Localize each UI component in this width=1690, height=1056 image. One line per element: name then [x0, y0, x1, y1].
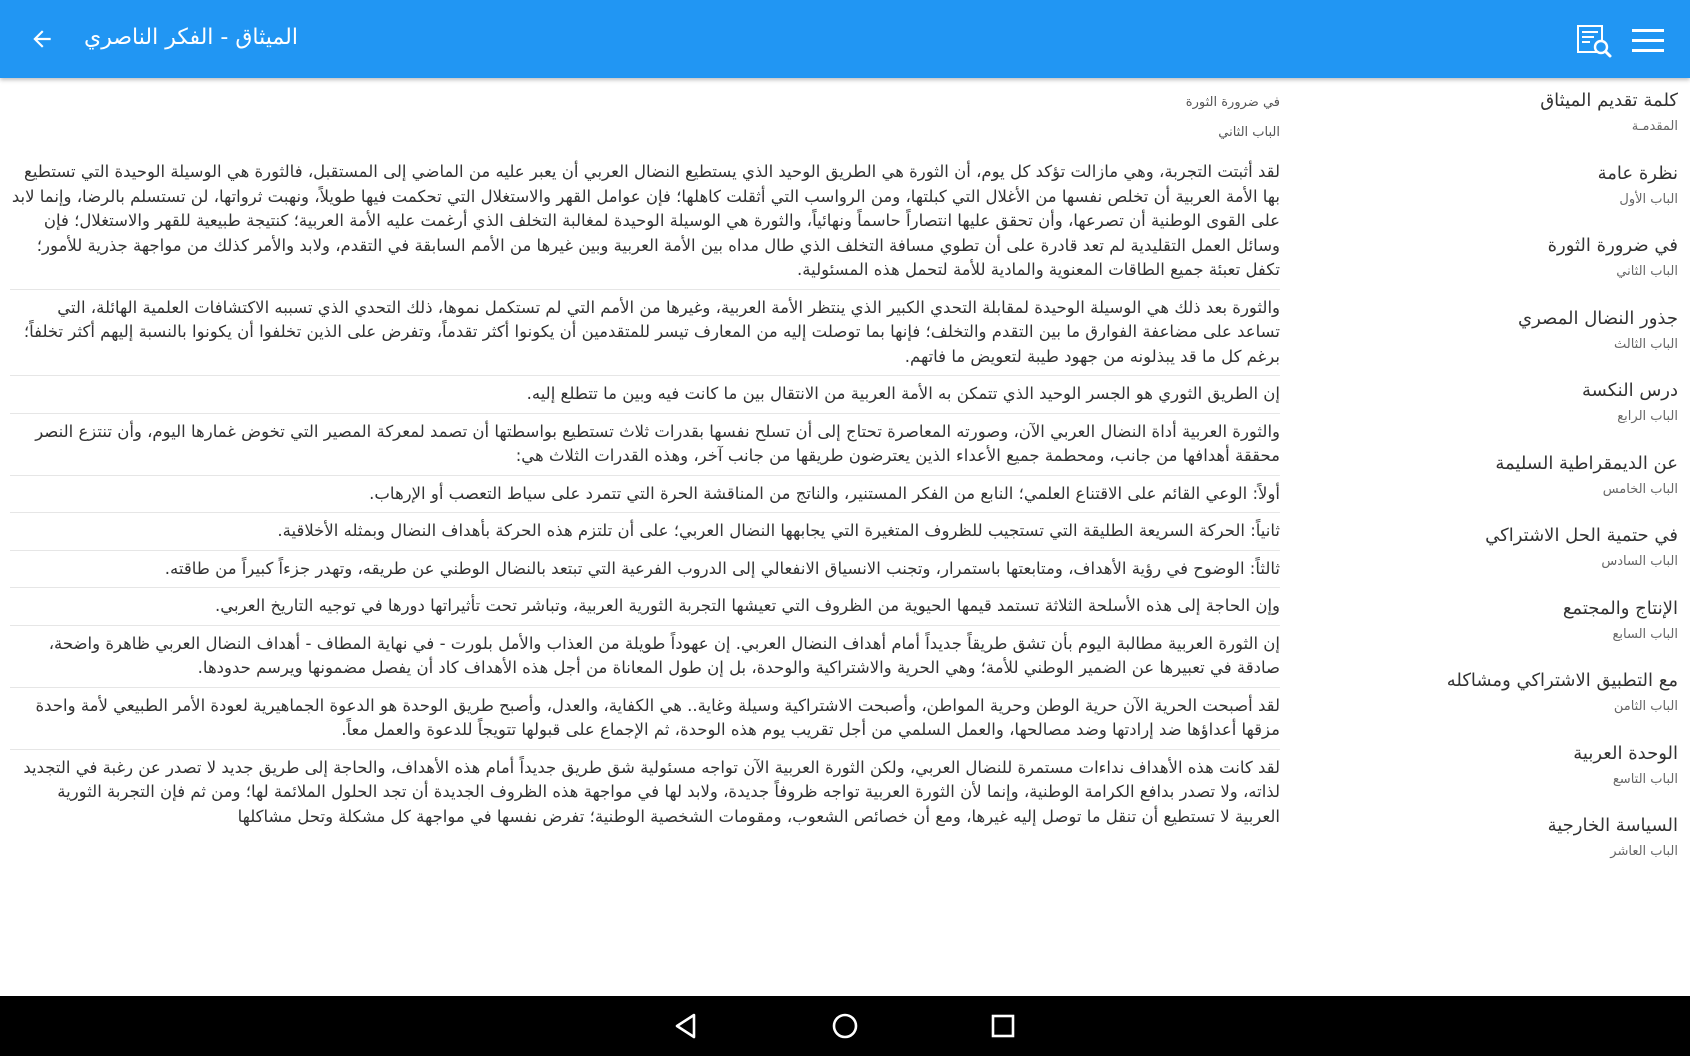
paragraph: ثالثاً: الوضوح في رؤية الأهداف، ومتابعتها باستمرار، وتجنب الانسياق الانفعالي إلى الدروب الفرعية التي تبتعد بالنضال الوطني عن طريقه، وتهدر جزءاً كبيراً من طاقته. — [10, 551, 1280, 589]
search-document-button[interactable] — [1574, 20, 1614, 60]
menu-button[interactable] — [1628, 20, 1668, 60]
app-title: الميثاق - الفكر الناصري — [84, 25, 298, 50]
toc-item-title: السياسة الخارجية — [1547, 815, 1678, 836]
paragraph: إن الثورة العربية مطالبة اليوم بأن تشق طريقاً جديداً أمام أهداف النضال العربي. إن عهوداً طويلة من العذاب والأمل بلورت - في نهاية المطاف - أهداف النضال العربي ظاهرة واضحة، صادقة في تعبيرها عن الضمير الوطني للأمة؛ وهي الحرية والاشتراكية والوحدة، بل إن طول المعاناة من أجل هذه الأهداف كاد أن يفصل مضمونها ويرسم حدودها. — [10, 626, 1280, 688]
paragraph: لقد أثبتت التجربة، وهي مازالت تؤكد كل يوم، أن الثورة هي الطريق الوحيد الذي يستطيع النضال العربي أن يعبر عليه من الماضي إلى المستقبل، فالثورة هي الوسيلة الوحيدة التي تستطيع بها الأمة العربية أن تخلص نفسها من الأغلال التي كبلتها، ومن الرواسب التي أثقلت كاهلها؛ فإن عوامل القهر والاستغلال التي تحكمت فيها طويلاً، ونهبت ثرواتها، لن تستسلم بالرضا، وإنما لابد على القوى الوطنية أن تصرعها، وأن تحقق عليها انتصاراً حاسماً ونهائياً، والثورة هي الوسيلة الوحيدة لمغالبة التخلف الذي أرغمت عليه الأمة العربية؛ كنتيجة طبيعية للقهر والاستغلال؛ فإن وسائل العمل التقليدية لم تعد قادرة على أن تطوي مسافة التخلف الذي طال مداه بين الأمة العربية وبين غيرها من الأمم السابقة في التقدم، ولابد والأمر كذلك من مواجهة جذرية للأمور؛ تكفل تعبئة جميع الطاقات المعنوية والمادية للأمة لتحمل هذه المسئولية. — [10, 154, 1280, 290]
chapter-number-label: الباب الثاني — [1218, 125, 1280, 140]
toc-item-title: الوحدة العربية — [1573, 742, 1678, 764]
toc-item-subtitle: الباب السادس — [1601, 554, 1678, 569]
recents-square-icon — [985, 1008, 1021, 1044]
toc-item-title: الإنتاج والمجتمع — [1562, 597, 1678, 619]
toc-item-title: نظرة عامة — [1597, 162, 1678, 184]
document-search-icon — [1574, 20, 1614, 60]
toc-item-subtitle: الباب العاشر — [1610, 844, 1678, 859]
toc-item-title: في ضرورة الثورة — [1547, 235, 1678, 256]
paragraph: لقد أصبحت الحرية الآن حرية الوطن وحرية المواطن، وأصبحت الاشتراكية وسيلة وغاية.. هي الكفاية، والعدل، وأصبح طريق الوحدة هو الدعوة الجماهيرية لعودة الأمر الطبيعي لأمة واحدة مزقها أعداؤها ضد إرادتها وضد مصالحها، والعمل السلمي من أجل تقريب يوم هذه الوحدة، ثم الإجماع على قبولها تتويجاً للدعوة والعمل معاً. — [10, 688, 1280, 750]
toc-item-subtitle: الباب الثالث — [1613, 336, 1678, 352]
toc-item-production-society[interactable] — [1292, 594, 1680, 667]
toc-item-arab-unity[interactable] — [1292, 739, 1680, 812]
toc-item-subtitle: الباب الرابع — [1617, 409, 1678, 424]
toc-item-subtitle: الباب الثاني — [1616, 264, 1678, 279]
toc-item-foreign-policy[interactable] — [1292, 811, 1680, 884]
paragraph: والثورة العربية أداة النضال العربي الآن، وصورته المعاصرة تحتاج إلى أن تسلح نفسها بقدرات ثلاث تستطيع بواسطتها أن تصمد لمعركة المصير التي تخوض غمارها اليوم، وأن تنتزع النصر محققة أهدافها من جانب، ومحطمة جميع الأعداء الذين يعترضون طريقها من جانب آخر، وهذه القدرات الثلاث هي: — [10, 414, 1280, 476]
toc-item-socialist-application[interactable] — [1292, 666, 1680, 739]
toc-item-revolution-necessity[interactable] — [1292, 231, 1680, 304]
toc-item-overview[interactable] — [1292, 159, 1680, 232]
toc-item-title: درس النكسة — [1582, 380, 1678, 401]
home-circle-icon — [827, 1008, 863, 1044]
nav-back-button[interactable] — [668, 1008, 704, 1044]
toc-item-title: في حتمية الحل الاشتراكي — [1485, 525, 1678, 546]
toc-item-title: جذور النضال المصري — [1517, 307, 1678, 329]
paragraph: إن الطريق الثوري هو الجسر الوحيد الذي تتمكن به الأمة العربية من الانتقال بين ما كانت فيه وبين ما تتطلع إليه. — [10, 376, 1280, 414]
nav-recents-button[interactable] — [985, 1008, 1021, 1044]
nav-home-button[interactable] — [827, 1008, 863, 1044]
toc-item-title: عن الديمقراطية السليمة — [1495, 452, 1678, 474]
toc-item-intro[interactable] — [1292, 86, 1680, 159]
toc-item-subtitle: الباب الثامن — [1613, 699, 1678, 714]
toc-item-subtitle: الباب الأول — [1619, 191, 1678, 207]
app-bar — [0, 0, 1690, 78]
chapter-title-label: في ضرورة الثورة — [1185, 95, 1280, 110]
toc-item-subtitle: المقدمـة — [1631, 119, 1678, 134]
arrow-back-icon — [29, 26, 55, 52]
back-button[interactable] — [22, 19, 62, 59]
toc-item-title: كلمة تقديم الميثاق — [1540, 90, 1678, 111]
toc-item-egyptian-struggle[interactable] — [1292, 304, 1680, 377]
paragraph: والثورة بعد ذلك هي الوسيلة الوحيدة لمقابلة التحدي الكبير الذي ينتظر الأمة العربية، وغيرها من الأمم التي لم تستكمل نموها، ذلك التحدي الذي تسببه الاكتشافات العلمية الهائلة، التي تساعد على مضاعفة الفوارق ما بين التقدم والتخلف؛ فإنها بما توصلت إليه من المعارف تيسر للمتقدمين أن يكونوا أكثر تقدماً، وتفرض على الذين تخلفوا أن يكونوا بالنسبة إليهم أكثر تخلفاً؛ برغم كل ما قد يبذلونه من جهود طيبة لتعويض ما فاتهم. — [10, 290, 1280, 377]
chapter-reader[interactable] — [10, 78, 1280, 996]
toc-item-democracy[interactable] — [1292, 449, 1680, 522]
content-area — [0, 78, 1690, 996]
paragraph: وإن الحاجة إلى هذه الأسلحة الثلاثة تستمد قيمها الحيوية من الظروف التي تعيشها التجربة الثورية العربية، وتباشر تحت تأثيراتها دورها في توجيه التاريخ العربي. — [10, 588, 1280, 626]
table-of-contents — [1292, 78, 1690, 996]
toc-item-subtitle: الباب التاسع — [1612, 771, 1678, 787]
toc-item-title: مع التطبيق الاشتراكي ومشاكله — [1446, 670, 1678, 691]
toc-item-subtitle: الباب السابع — [1612, 626, 1678, 642]
hamburger-menu-icon — [1628, 20, 1668, 60]
back-triangle-icon — [668, 1008, 704, 1044]
toc-item-subtitle: الباب الخامس — [1602, 481, 1678, 497]
toc-item-socialist-solution[interactable] — [1292, 521, 1680, 594]
paragraph: أولاً: الوعي القائم على الاقتناع العلمي؛ النابع من الفكر المستنير، والناتج من المناقشة الحرة التي تتمرد على سياط التعصب أو الإرهاب. — [10, 476, 1280, 514]
system-nav-bar — [0, 996, 1690, 1056]
paragraph: ثانياً: الحركة السريعة الطليقة التي تستجيب للظروف المتغيرة التي يجابهها النضال العربي؛ على أن تلتزم هذه الحركة بأهداف النضال وبمثله الأخلاقية. — [10, 513, 1280, 551]
toc-item-setback-lesson[interactable] — [1292, 376, 1680, 449]
paragraph: لقد كانت هذه الأهداف نداءات مستمرة للنضال العربي، ولكن الثورة العربية الآن تواجه مسئولية شق طريق جديداً أمام هذه الأهداف، والحاجة إلى طريق جديد لا تصدر عن رغبة في التجديد لذاته، ولا تصدر بدافع الكرامة الوطنية، وإنما لأن الثورة العربية تواجه ظروفاً جديدة، ولابد لها في مواجهة هذه الظروف الجديدة أن تجد الحلول الملائمة لها؛ ومن ثم فإن التجربة الثورية العربية لا تستطيع أن تنقل ما توصل إليه غيرها، ومع أن خصائص الشعوب، ومقومات الشخصية الوطنية؛ تفرض نفسها في مواجهة كل مشكلة وتحل مشاكلها — [23, 757, 1280, 826]
